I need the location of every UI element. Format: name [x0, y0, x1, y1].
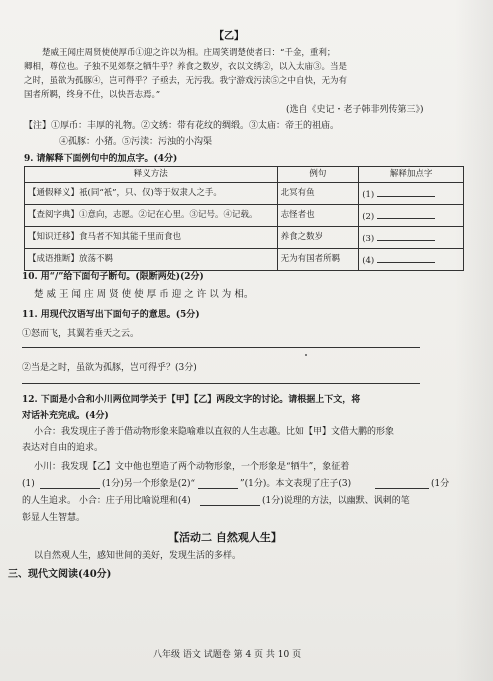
q9-prompt: 9. 请解释下面例句中的加点字。(4分)	[24, 154, 178, 164]
q11-sentence-2: ②当是之时，虽欲为孤豚，岂可得乎？(3分)	[22, 363, 197, 373]
q9-header-example: 例句	[277, 167, 359, 183]
q9-method-cell: 【成语推断】放荡不羁	[25, 249, 278, 271]
q11-answer-line-1[interactable]	[22, 347, 420, 348]
q9-example-cell: 养食之数岁	[277, 227, 359, 249]
q12-dialogue-4c: ”(1分)。本文表现了庄子(3)	[240, 479, 352, 489]
speck-mark	[305, 354, 307, 356]
q9-table	[24, 166, 464, 271]
q9-header-method: 释义方法	[25, 167, 278, 183]
q12-blank-1[interactable]	[40, 488, 100, 489]
q9-method-cell: 【查阅字典】①意向，志愿。②记在心里。③记号。④记载。	[25, 205, 278, 227]
q11-sentence-1: ①怒而飞，其翼若垂天之云。	[22, 329, 140, 339]
q12-prompt-line-2: 对话补充完成。(4分)	[22, 411, 109, 421]
q9-example-cell: 北冥有鱼	[277, 183, 359, 205]
q12-dialogue-3: 小川：我发现【乙】文中他也塑造了两个动物形象，一个形象是“牺牛”，象征着	[34, 462, 350, 472]
q12-blank-3[interactable]	[375, 488, 429, 489]
activity-intro: 以自然观人生，感知世间的美好，发现生活的多样。	[34, 551, 242, 561]
q9-answer-cell[interactable]	[359, 227, 464, 249]
table-row	[25, 205, 464, 227]
q9-answer-number: (1)	[362, 189, 375, 200]
q9-answer-cell[interactable]	[359, 249, 464, 271]
activity-title: 【活动二 自然观人生】	[168, 531, 282, 544]
q12-blank-4[interactable]	[200, 505, 260, 506]
q9-answer-number: (2)	[362, 211, 375, 222]
q9-answer-cell[interactable]	[359, 183, 464, 205]
q12-blank-2[interactable]	[198, 488, 238, 489]
q12-dialogue-2: 表达对自由的追求。	[22, 443, 104, 453]
q12-prompt-line-1: 12. 下面是小合和小川两位同学关于【甲】【乙】两段文字的讨论。请根据上下文，将	[22, 395, 361, 405]
passage-title: 【乙】	[214, 31, 244, 42]
page-edge-shadow	[455, 0, 493, 681]
q9-answer-blank[interactable]	[377, 253, 435, 263]
q9-answer-number: (4)	[362, 255, 375, 266]
q9-method-cell: 【通假释义】衹(同“衹”，只、仅)等于奴隶人之手。	[25, 183, 278, 205]
q9-table-header	[25, 167, 464, 183]
q12-blank-1-label: (1)	[22, 479, 35, 489]
notes-line-2: ④孤豚：小猪。⑤污渎：污浊的小沟渠	[59, 137, 213, 147]
q9-answer-number: (3)	[362, 233, 375, 244]
q12-dialogue-5: 的人生追求。 小合：庄子用比喻说理和(4)	[22, 496, 191, 506]
q9-answer-blank[interactable]	[377, 209, 435, 219]
table-row	[25, 183, 464, 205]
q10-sentence[interactable]: 楚 威 王 闻 庄 周 贤 使 使 厚 币 迎 之 许 以 为 相。	[34, 289, 254, 300]
section-3-title: 三、现代文阅读(40分)	[8, 569, 112, 580]
passage-line-2: 卿相，尊位也。子独不见郊祭之牺牛乎？养食之数岁，衣以文绣②，以入太庙③。当是	[24, 62, 348, 72]
q11-answer-line-2[interactable]	[22, 383, 420, 384]
q9-answer-cell[interactable]	[359, 205, 464, 227]
q9-method-cell: 【知识迁移】食马者不知其能千里而食也	[25, 227, 278, 249]
q11-prompt: 11. 用现代汉语写出下面句子的意思。(5分)	[22, 310, 200, 320]
q10-prompt: 10. 用“/”给下面句子断句。(限断两处)(2分)	[22, 272, 204, 282]
q9-example-cell: 志怪者也	[277, 205, 359, 227]
q12-dialogue-4b: (1分)另一个形象是(2)“	[102, 479, 196, 489]
q12-dialogue-5b: (1分)说理的方法，以幽默、讽刺的笔	[262, 496, 410, 506]
q9-header-answer: 解释加点字	[359, 167, 464, 183]
q12-dialogue-4d: (1分	[431, 479, 450, 489]
table-row	[25, 227, 464, 249]
passage-line-1: 楚威王闻庄周贤使使厚币①迎之许以为相。庄周笑谓楚使者曰：“千金，重利；	[42, 48, 336, 58]
notes-line-1: 【注】①厚币：丰厚的礼物。②文绣：带有花纹的绸缎。③太庙：帝王的祖庙。	[24, 121, 340, 131]
passage-source: (选自《史记・老子韩非列传第三》)	[286, 105, 424, 115]
q9-answer-blank[interactable]	[377, 187, 435, 197]
q12-dialogue-1: 小合：我发现庄子善于借动物形象来隐喻难以直叙的人生志趣。比如【甲】文借大鹏的形象	[34, 427, 395, 437]
page-footer: 八年级 语文 试题卷 第 4 页 共 10 页	[153, 650, 302, 660]
table-row	[25, 249, 464, 271]
passage-line-4: 国者所羁，终身不仕，以快吾志焉。”	[24, 90, 161, 100]
q9-example-cell: 无为有国者所羁	[277, 249, 359, 271]
passage-line-3: 之时，虽欲为孤豚④，岂可得乎？子亟去，无污我。我宁游戏污渎⑤之中自快，无为有	[24, 76, 348, 86]
q9-answer-blank[interactable]	[377, 231, 435, 241]
q12-dialogue-6: 彰显人生智慧。	[22, 513, 86, 523]
